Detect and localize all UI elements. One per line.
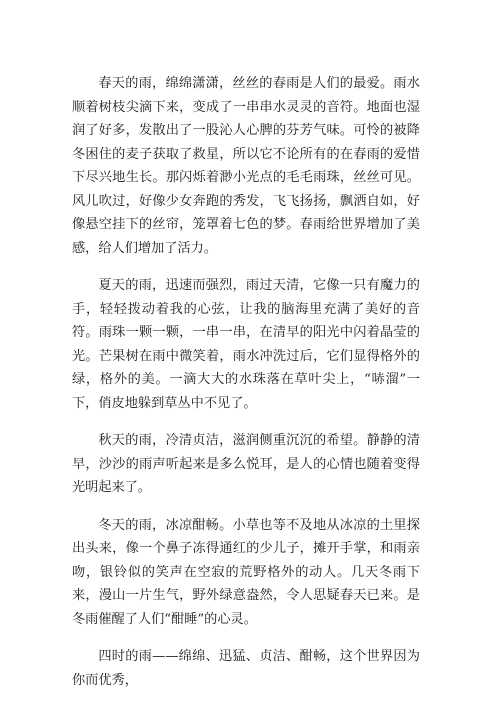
paragraph-spring-rain: 春天的雨，绵绵潇潇，丝丝的春雨是人们的最爱。雨水顺着树枝尖滴下来，变成了一串串水灵灵的音符。地面也湿润了好多，发散出了一股沁人心脾的芬芳气味。可怜的被降冬困住的麦子获取了救星，所以它不论所有的在春雨的爱惜下尽兴地生长。那闪烁着渺小光点的毛毛雨珠，丝丝可见。风儿吹过，好像少女奔跑的秀发，飞飞扬扬，飘洒自如，好像悬空挂下的丝帘，笼罩着七色的梦。春雨给世界增加了美感，给人们增加了活力。 (72, 76, 420, 256)
paragraph-summer-rain: 夏天的雨，迅速而强烈，雨过天清，它像一只有魔力的手，轻轻拨动着我的心弦，让我的脑海里充满了美好的音符。雨珠一颗一颗，一串一串，在清早的阳光中闪着晶莹的光。芒果树在雨中微笑着，雨水冲洗过后，它们显得格外的绿，格外的美。一滴大大的水珠落在草叶尖上，“哧溜”一下，俏皮地躲到草丛中不见了。 (72, 278, 420, 411)
paragraph-four-seasons-rain: 四时的雨——绵绵、迅猛、贞洁、酣畅，这个世界因为你而优秀， (72, 649, 420, 688)
document-body (72, 72, 420, 706)
paragraph-winter-rain: 冬天的雨，冰凉酣畅。小草也等不及地从冰凉的土里探出头来，像一个鼻子冻得通红的少儿子，摊开手掌，和雨亲吻，银铃似的笑声在空寂的荒野格外的动人。几天冬雨下来，漫山一片生气，野外绿意盎然，令人思疑春天已来。是冬雨催醒了人们“酣睡”的心灵。 (72, 517, 420, 627)
paragraph-autumn-rain: 秋天的雨，冷清贞洁，滋润侧重沉沉的希望。静静的清早，沙沙的雨声听起来是多么悦耳，是人的心情也随着变得光明起来了。 (72, 433, 420, 495)
